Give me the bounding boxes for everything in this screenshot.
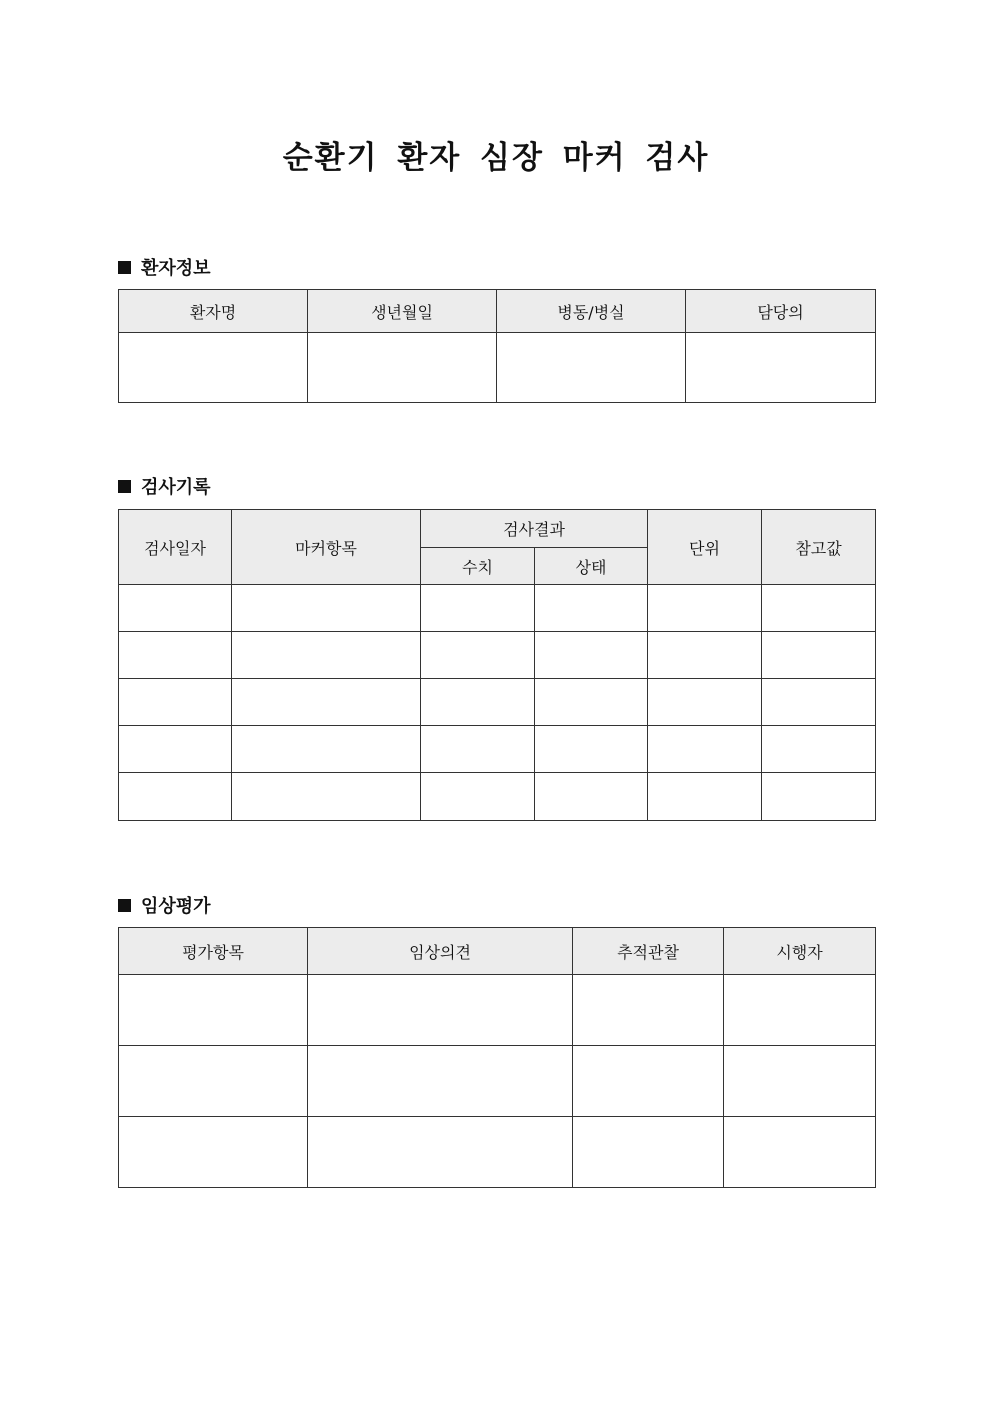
input-cell[interactable] [119, 1046, 308, 1117]
table-row [119, 726, 876, 773]
input-cell[interactable] [648, 726, 762, 773]
input-cell[interactable] [762, 585, 876, 632]
table-row [119, 773, 876, 821]
section-heading-patient [118, 254, 211, 280]
header-cell-unit: 단위 [648, 510, 762, 585]
input-cell[interactable] [232, 679, 421, 726]
section-heading-clinical [118, 892, 211, 918]
input-cell[interactable] [724, 1117, 876, 1188]
input-cell[interactable] [762, 773, 876, 821]
input-cell[interactable] [232, 726, 421, 773]
page-title: 순환기 환자 심장 마커 검사 [282, 140, 710, 176]
table-header-row [119, 290, 876, 333]
input-cell[interactable] [535, 679, 648, 726]
input-cell[interactable] [232, 773, 421, 821]
table-row [119, 585, 876, 632]
input-cell[interactable] [421, 632, 535, 679]
section-heading-label: 검사기록 [141, 477, 211, 498]
input-cell-birthdate[interactable] [308, 333, 497, 403]
input-cell[interactable] [232, 632, 421, 679]
header-cell-date: 검사일자 [119, 510, 232, 585]
input-cell[interactable] [762, 679, 876, 726]
table-row [119, 1117, 876, 1188]
input-cell[interactable] [119, 632, 232, 679]
input-cell[interactable] [573, 1117, 724, 1188]
input-cell[interactable] [648, 632, 762, 679]
test-record-table [118, 509, 876, 821]
header-cell-result: 검사결과 [421, 510, 648, 548]
section-heading-label: 환자정보 [141, 258, 211, 279]
table-row [119, 333, 876, 403]
input-cell[interactable] [648, 679, 762, 726]
input-cell[interactable] [573, 975, 724, 1046]
input-cell[interactable] [308, 1046, 573, 1117]
input-cell[interactable] [648, 585, 762, 632]
header-cell-reference: 참고값 [762, 510, 876, 585]
input-cell[interactable] [535, 773, 648, 821]
input-cell[interactable] [421, 585, 535, 632]
input-cell[interactable] [535, 726, 648, 773]
input-cell[interactable] [119, 773, 232, 821]
input-cell[interactable] [648, 773, 762, 821]
input-cell[interactable] [308, 1117, 573, 1188]
table-row [119, 679, 876, 726]
input-cell[interactable] [119, 726, 232, 773]
input-cell[interactable] [762, 726, 876, 773]
input-cell[interactable] [421, 679, 535, 726]
clinical-evaluation-table [118, 927, 876, 1188]
header-cell: 담당의 [686, 290, 876, 333]
input-cell[interactable] [119, 1117, 308, 1188]
input-cell[interactable] [119, 679, 232, 726]
table-row [119, 975, 876, 1046]
input-cell-patient-name[interactable] [119, 333, 308, 403]
patient-info-table [118, 289, 876, 403]
input-cell[interactable] [573, 1046, 724, 1117]
square-bullet-icon [118, 480, 131, 493]
input-cell[interactable] [724, 1046, 876, 1117]
header-cell: 평가항목 [119, 928, 308, 975]
header-cell: 생년월일 [308, 290, 497, 333]
table-header-row [119, 510, 876, 548]
header-cell-value: 수치 [421, 548, 535, 585]
header-cell: 병동/병실 [497, 290, 686, 333]
input-cell-physician[interactable] [686, 333, 876, 403]
input-cell[interactable] [724, 975, 876, 1046]
section-heading-record [118, 473, 211, 499]
input-cell[interactable] [421, 773, 535, 821]
table-row [119, 632, 876, 679]
header-cell-marker: 마커항목 [232, 510, 421, 585]
table-header-row [119, 928, 876, 975]
square-bullet-icon [118, 899, 131, 912]
input-cell[interactable] [308, 975, 573, 1046]
section-heading-label: 임상평가 [141, 896, 211, 917]
input-cell[interactable] [535, 632, 648, 679]
header-cell: 환자명 [119, 290, 308, 333]
table-row [119, 1046, 876, 1117]
input-cell[interactable] [119, 975, 308, 1046]
input-cell-ward-room[interactable] [497, 333, 686, 403]
header-cell: 시행자 [724, 928, 876, 975]
input-cell[interactable] [535, 585, 648, 632]
input-cell[interactable] [119, 585, 232, 632]
input-cell[interactable] [762, 632, 876, 679]
input-cell[interactable] [232, 585, 421, 632]
header-cell: 임상의견 [308, 928, 573, 975]
header-cell-status: 상태 [535, 548, 648, 585]
square-bullet-icon [118, 261, 131, 274]
input-cell[interactable] [421, 726, 535, 773]
header-cell: 추적관찰 [573, 928, 724, 975]
